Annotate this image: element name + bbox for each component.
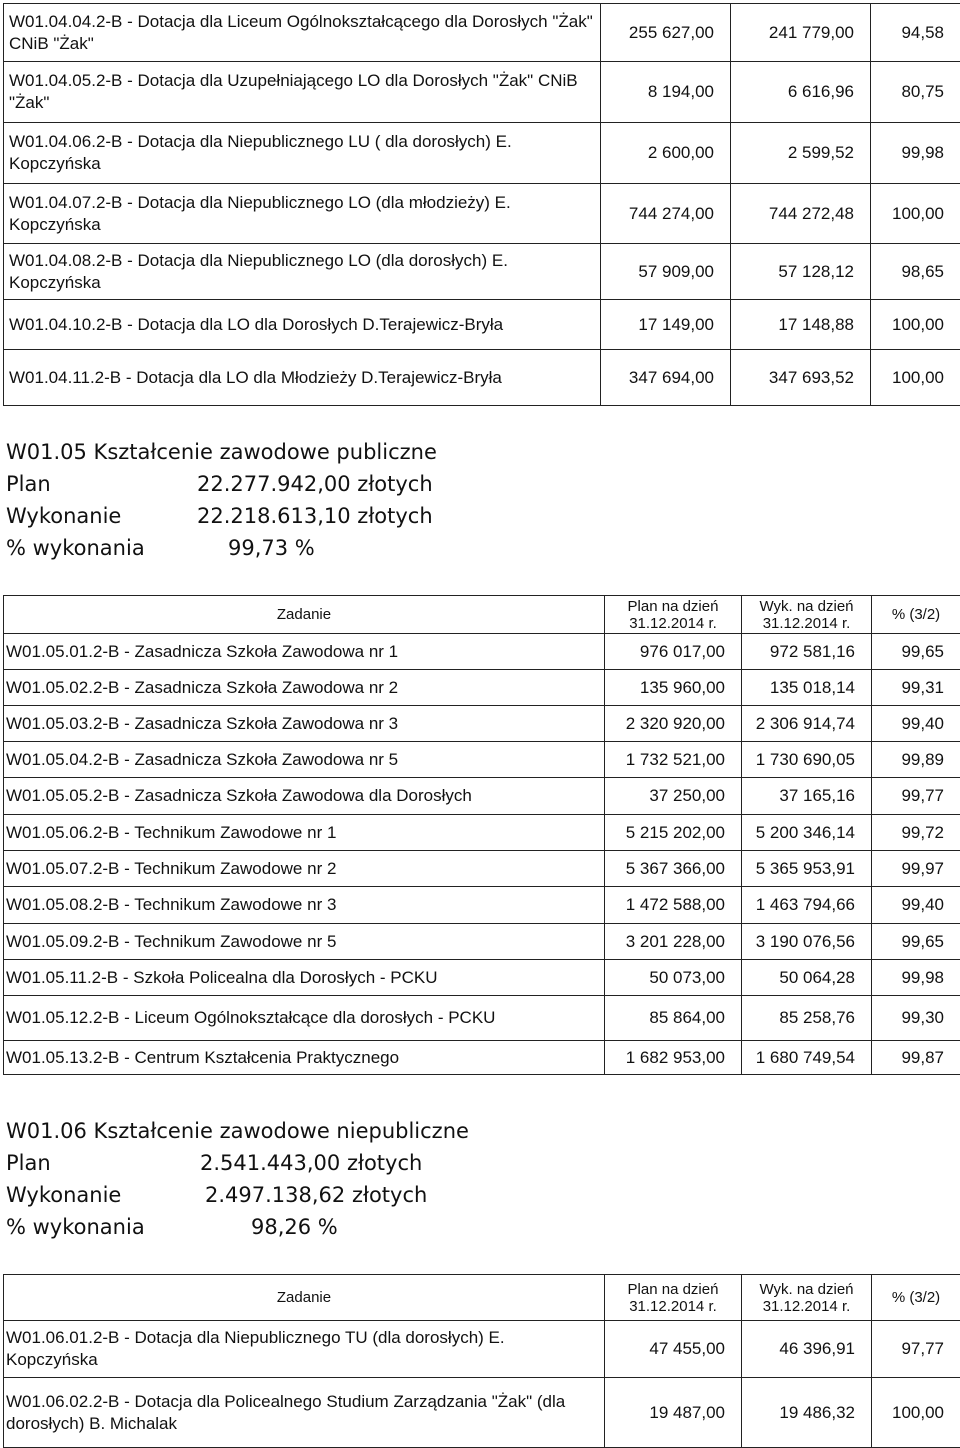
percent-cell: 99,65	[872, 634, 960, 670]
percent-label: % wykonania	[6, 532, 228, 564]
task-cell: W01.04.06.2-B - Dotacja dla Niepublicznego LU ( dla dorosłych) E. Kopczyńska	[4, 123, 601, 184]
percent-cell: 99,40	[872, 706, 960, 742]
execution-cell: 972 581,16	[742, 634, 872, 670]
execution-cell: 135 018,14	[742, 670, 872, 706]
execution-value: 2.497.138,62 złotych	[205, 1183, 427, 1207]
percent-cell: 97,77	[872, 1321, 960, 1378]
w0105-table	[3, 595, 960, 1075]
plan-line	[6, 1147, 469, 1179]
w0106-table-body	[4, 1321, 960, 1448]
percent-cell: 100,00	[872, 1378, 960, 1448]
table-row	[4, 887, 960, 924]
percent-cell: 100,00	[871, 300, 960, 350]
plan-cell: 8 194,00	[601, 62, 731, 123]
plan-cell: 1 472 588,00	[605, 887, 742, 924]
table-row	[4, 350, 960, 406]
task-cell: W01.05.04.2-B - Zasadnicza Szkoła Zawodowa nr 5	[4, 742, 605, 778]
table-row	[4, 815, 960, 851]
task-cell: W01.05.12.2-B - Liceum Ogólnokształcące dla dorosłych - PCKU	[4, 996, 605, 1041]
plan-cell: 976 017,00	[605, 634, 742, 670]
w0105-table-body	[4, 634, 960, 1075]
percent-cell: 99,98	[871, 123, 960, 184]
percent-line	[6, 532, 437, 564]
section-title: W01.05 Kształcenie zawodowe publiczne	[6, 436, 437, 468]
percent-cell: 99,72	[872, 815, 960, 851]
percent-cell: 98,65	[871, 244, 960, 300]
execution-cell: 19 486,32	[742, 1378, 872, 1448]
table-header-row	[4, 1275, 960, 1321]
table-row	[4, 634, 960, 670]
table-row	[4, 244, 960, 300]
table-row	[4, 1321, 960, 1378]
plan-label: Plan	[6, 468, 197, 500]
plan-cell: 37 250,00	[605, 778, 742, 815]
task-cell: W01.06.01.2-B - Dotacja dla Niepublicznego TU (dla dorosłych) E. Kopczyńska	[4, 1321, 605, 1378]
percent-cell: 99,40	[872, 887, 960, 924]
table-row	[4, 924, 960, 960]
task-cell: W01.04.07.2-B - Dotacja dla Niepublicznego LO (dla młodzieży) E. Kopczyńska	[4, 184, 601, 244]
task-cell: W01.05.09.2-B - Technikum Zawodowe nr 5	[4, 924, 605, 960]
percent-cell: 99,65	[872, 924, 960, 960]
task-cell: W01.06.02.2-B - Dotacja dla Policealnego Studium Zarządzania "Żak" (dla dorosłych) B. Michalak	[4, 1378, 605, 1448]
plan-cell: 2 320 920,00	[605, 706, 742, 742]
plan-cell: 5 367 366,00	[605, 851, 742, 887]
plan-cell: 347 694,00	[601, 350, 731, 406]
percent-cell: 99,89	[872, 742, 960, 778]
percent-value: 99,73 %	[228, 536, 315, 560]
header-zadanie: Zadanie	[4, 1275, 605, 1321]
task-cell: W01.05.13.2-B - Centrum Kształcenia Praktycznego	[4, 1041, 605, 1075]
percent-cell: 99,77	[872, 778, 960, 815]
execution-value: 22.218.613,10 złotych	[197, 504, 433, 528]
w0106-table	[3, 1274, 960, 1448]
table-row	[4, 670, 960, 706]
plan-cell: 50 073,00	[605, 960, 742, 996]
plan-cell: 255 627,00	[601, 4, 731, 62]
task-cell: W01.04.04.2-B - Dotacja dla Liceum Ogólnokształcącego dla Dorosłych "Żak" CNiB "Żak"	[4, 4, 601, 62]
percent-cell: 99,31	[872, 670, 960, 706]
plan-cell: 3 201 228,00	[605, 924, 742, 960]
table-row	[4, 62, 960, 123]
plan-cell: 2 600,00	[601, 123, 731, 184]
plan-cell: 1 732 521,00	[605, 742, 742, 778]
plan-cell: 57 909,00	[601, 244, 731, 300]
task-cell: W01.04.05.2-B - Dotacja dla Uzupełniającego LO dla Dorosłych "Żak" CNiB "Żak"	[4, 62, 601, 123]
table-header-row	[4, 596, 960, 634]
execution-cell: 46 396,91	[742, 1321, 872, 1378]
execution-label: Wykonanie	[6, 1179, 205, 1211]
w0104-table	[3, 3, 960, 406]
execution-cell: 1 730 690,05	[742, 742, 872, 778]
plan-cell: 744 274,00	[601, 184, 731, 244]
header-wyk: Wyk. na dzień 31.12.2014 r.	[742, 596, 872, 634]
task-cell: W01.04.11.2-B - Dotacja dla LO dla Młodzieży D.Terajewicz-Bryła	[4, 350, 601, 406]
header-plan: Plan na dzień 31.12.2014 r.	[605, 1275, 742, 1321]
w0104-table-body	[4, 4, 960, 406]
execution-cell: 6 616,96	[731, 62, 871, 123]
percent-cell: 99,30	[872, 996, 960, 1041]
table-row	[4, 123, 960, 184]
execution-cell: 57 128,12	[731, 244, 871, 300]
execution-cell: 37 165,16	[742, 778, 872, 815]
plan-value: 2.541.443,00 złotych	[200, 1151, 422, 1175]
percent-cell: 100,00	[871, 184, 960, 244]
table-row	[4, 300, 960, 350]
percent-cell: 99,97	[872, 851, 960, 887]
task-cell: W01.05.05.2-B - Zasadnicza Szkoła Zawodowa dla Dorosłych	[4, 778, 605, 815]
percent-cell: 99,87	[872, 1041, 960, 1075]
header-zadanie: Zadanie	[4, 596, 605, 634]
header-pct: % (3/2)	[872, 1275, 960, 1321]
table-row	[4, 4, 960, 62]
task-cell: W01.04.10.2-B - Dotacja dla LO dla Dorosłych D.Terajewicz-Bryła	[4, 300, 601, 350]
percent-cell: 99,98	[872, 960, 960, 996]
task-cell: W01.05.01.2-B - Zasadnicza Szkoła Zawodowa nr 1	[4, 634, 605, 670]
table-row	[4, 742, 960, 778]
plan-cell: 135 960,00	[605, 670, 742, 706]
plan-value: 22.277.942,00 złotych	[197, 472, 433, 496]
plan-cell: 85 864,00	[605, 996, 742, 1041]
execution-line	[6, 500, 437, 532]
execution-cell: 3 190 076,56	[742, 924, 872, 960]
table-row	[4, 706, 960, 742]
header-plan: Plan na dzień 31.12.2014 r.	[605, 596, 742, 634]
plan-label: Plan	[6, 1147, 200, 1179]
task-cell: W01.05.06.2-B - Technikum Zawodowe nr 1	[4, 815, 605, 851]
plan-cell: 47 455,00	[605, 1321, 742, 1378]
table-row	[4, 778, 960, 815]
task-cell: W01.05.07.2-B - Technikum Zawodowe nr 2	[4, 851, 605, 887]
percent-value: 98,26 %	[251, 1215, 338, 1239]
header-wyk: Wyk. na dzień 31.12.2014 r.	[742, 1275, 872, 1321]
execution-cell: 17 148,88	[731, 300, 871, 350]
table-row	[4, 184, 960, 244]
table-row	[4, 960, 960, 996]
execution-cell: 5 200 346,14	[742, 815, 872, 851]
execution-cell: 347 693,52	[731, 350, 871, 406]
percent-cell: 80,75	[871, 62, 960, 123]
table-row	[4, 851, 960, 887]
percent-line	[6, 1211, 469, 1243]
execution-cell: 241 779,00	[731, 4, 871, 62]
task-cell: W01.05.11.2-B - Szkoła Policealna dla Dorosłych - PCKU	[4, 960, 605, 996]
table-row	[4, 1378, 960, 1448]
percent-cell: 94,58	[871, 4, 960, 62]
plan-line	[6, 468, 437, 500]
execution-cell: 1 680 749,54	[742, 1041, 872, 1075]
section-w0106-summary	[6, 1115, 469, 1243]
table-row	[4, 996, 960, 1041]
execution-cell: 1 463 794,66	[742, 887, 872, 924]
plan-cell: 19 487,00	[605, 1378, 742, 1448]
execution-label: Wykonanie	[6, 500, 197, 532]
percent-label: % wykonania	[6, 1211, 251, 1243]
header-pct: % (3/2)	[872, 596, 960, 634]
task-cell: W01.05.08.2-B - Technikum Zawodowe nr 3	[4, 887, 605, 924]
table-row	[4, 1041, 960, 1075]
plan-cell: 5 215 202,00	[605, 815, 742, 851]
execution-cell: 50 064,28	[742, 960, 872, 996]
section-title: W01.06 Kształcenie zawodowe niepubliczne	[6, 1115, 469, 1147]
execution-cell: 744 272,48	[731, 184, 871, 244]
section-w0105-summary	[6, 436, 437, 564]
percent-cell: 100,00	[871, 350, 960, 406]
plan-cell: 1 682 953,00	[605, 1041, 742, 1075]
task-cell: W01.05.03.2-B - Zasadnicza Szkoła Zawodowa nr 3	[4, 706, 605, 742]
execution-cell: 2 306 914,74	[742, 706, 872, 742]
plan-cell: 17 149,00	[601, 300, 731, 350]
task-cell: W01.04.08.2-B - Dotacja dla Niepublicznego LO (dla dorosłych) E. Kopczyńska	[4, 244, 601, 300]
execution-line	[6, 1179, 469, 1211]
execution-cell: 5 365 953,91	[742, 851, 872, 887]
execution-cell: 85 258,76	[742, 996, 872, 1041]
task-cell: W01.05.02.2-B - Zasadnicza Szkoła Zawodowa nr 2	[4, 670, 605, 706]
execution-cell: 2 599,52	[731, 123, 871, 184]
